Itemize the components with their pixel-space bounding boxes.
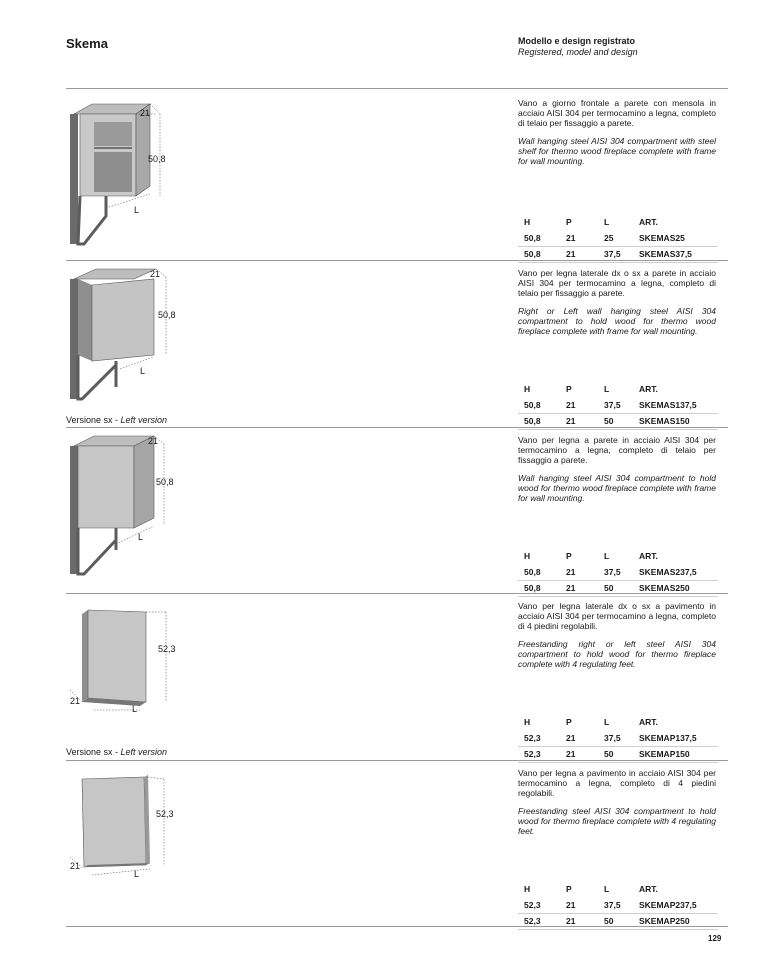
product-description xyxy=(518,98,716,174)
product-section-2 xyxy=(66,265,728,425)
description-it: Vano a giorno frontale a parete con mensola in acciaio AISI 304 per termocamino a legna, completo di telaio per fissaggio a parete. xyxy=(518,98,716,128)
product-drawing-floor xyxy=(66,765,196,895)
dim-height: 52,3 xyxy=(156,809,174,819)
header-p: P xyxy=(566,383,572,394)
cell-art: SKEMAS250 xyxy=(633,580,718,596)
header-l: L xyxy=(604,550,610,561)
cell-art: SKEMAS25 xyxy=(633,230,718,246)
table-row xyxy=(518,580,718,596)
dim-width: L xyxy=(140,366,146,376)
cell-p: 21 xyxy=(560,397,598,413)
cell-l: 50 xyxy=(598,746,633,762)
product-section-1 xyxy=(66,96,728,260)
product-description xyxy=(518,268,716,344)
cell-h: 50,8 xyxy=(518,230,560,246)
cell-l: 50 xyxy=(598,413,633,429)
spec-header-row xyxy=(518,547,718,564)
dim-height: 50,8 xyxy=(148,154,166,164)
version-label-it: Versione sx - xyxy=(66,747,121,757)
spec-table xyxy=(518,547,718,597)
cell-art: SKEMAS137,5 xyxy=(633,397,718,413)
spec-table xyxy=(518,213,718,263)
cell-art: SKEMAS237,5 xyxy=(633,564,718,580)
cell-h: 50,8 xyxy=(518,246,560,262)
header-h: H xyxy=(524,883,531,894)
cell-h: 52,3 xyxy=(518,897,560,913)
description-it: Vano per legna laterale dx o sx a pavimento in acciaio AISI 304 per termocamino a legna, completo di 4 piedini regolabili. xyxy=(518,601,716,631)
table-row xyxy=(518,746,718,762)
header-art: ART. xyxy=(639,883,658,894)
description-en: Wall hanging steel AISI 304 compartment to hold wood for thermo wood fireplace complete with frame for wall mounting. xyxy=(518,473,716,503)
cell-l: 37,5 xyxy=(598,246,633,262)
version-label-en: Left version xyxy=(120,415,168,425)
registered-note xyxy=(518,36,638,58)
dim-width: L xyxy=(134,205,140,215)
cell-l: 50 xyxy=(598,580,633,596)
table-row xyxy=(518,730,718,746)
cell-p: 21 xyxy=(560,230,598,246)
cell-p: 21 xyxy=(560,746,598,762)
header-h: H xyxy=(524,716,531,727)
dim-width: L xyxy=(138,532,144,542)
dim-height: 50,8 xyxy=(156,477,174,487)
header-art: ART. xyxy=(639,550,658,561)
description-it: Vano per legna a parete in acciaio AISI 304 per termocamino a legna, completo di telaio per fissaggio a parete. xyxy=(518,435,716,465)
dim-depth: 21 xyxy=(150,269,161,279)
product-section-5 xyxy=(66,765,728,925)
cell-p: 21 xyxy=(560,913,598,929)
spec-header-row xyxy=(518,713,718,730)
cell-p: 21 xyxy=(560,413,598,429)
header-l: L xyxy=(604,216,610,227)
dim-depth: 21 xyxy=(148,436,159,446)
product-drawing-open-shelf xyxy=(66,96,196,256)
spec-table xyxy=(518,380,718,430)
cell-h: 52,3 xyxy=(518,746,560,762)
header-l: L xyxy=(604,383,610,394)
table-row xyxy=(518,230,718,246)
spec-header-row xyxy=(518,880,718,897)
product-description xyxy=(518,601,716,677)
header-h: H xyxy=(524,383,531,394)
cell-l: 50 xyxy=(598,913,633,929)
header-p: P xyxy=(566,716,572,727)
cell-p: 21 xyxy=(560,580,598,596)
cell-art: SKEMAP150 xyxy=(633,746,718,762)
cell-art: SKEMAP137,5 xyxy=(633,730,718,746)
header-art: ART. xyxy=(639,216,658,227)
dim-width: L xyxy=(132,704,138,714)
cell-p: 21 xyxy=(560,897,598,913)
dim-height: 50,8 xyxy=(158,310,176,320)
cell-p: 21 xyxy=(560,564,598,580)
header-l: L xyxy=(604,883,610,894)
product-section-4 xyxy=(66,598,728,758)
table-row xyxy=(518,246,718,262)
dim-width: L xyxy=(134,869,140,879)
version-label xyxy=(66,747,167,757)
cell-h: 50,8 xyxy=(518,413,560,429)
product-description xyxy=(518,435,716,511)
spec-table xyxy=(518,880,718,930)
cell-h: 50,8 xyxy=(518,564,560,580)
cell-l: 37,5 xyxy=(598,897,633,913)
header-p: P xyxy=(566,550,572,561)
dim-depth: 21 xyxy=(70,696,81,706)
description-en: Wall hanging steel AISI 304 compartment with steel shelf for thermo wood fireplace complete with frame for wall mounting. xyxy=(518,136,716,166)
table-row xyxy=(518,897,718,913)
description-en: Freestanding right or left steel AISI 304 compartment to hold wood for thermo fireplace complete with 4 regulating feet. xyxy=(518,639,716,669)
product-drawing-side-wall xyxy=(66,265,196,415)
divider xyxy=(66,88,728,89)
header-art: ART. xyxy=(639,716,658,727)
table-row xyxy=(518,397,718,413)
cell-art: SKEMAS150 xyxy=(633,413,718,429)
description-en: Freestanding steel AISI 304 compartment to hold wood for thermo fireplace complete with 4 regulating feet. xyxy=(518,806,716,836)
cell-art: SKEMAS37,5 xyxy=(633,246,718,262)
dim-height: 52,3 xyxy=(158,644,176,654)
registered-it: Modello e design registrato xyxy=(518,36,636,46)
version-label xyxy=(66,415,167,425)
header-h: H xyxy=(524,216,531,227)
cell-art: SKEMAP237,5 xyxy=(633,897,718,913)
product-section-3 xyxy=(66,432,728,592)
header-h: H xyxy=(524,550,531,561)
spec-table xyxy=(518,713,718,763)
description-it: Vano per legna a pavimento in acciaio AISI 304 per termocamino a legna, completo di 4 piedini regolabili. xyxy=(518,768,716,798)
header-p: P xyxy=(566,883,572,894)
cell-l: 37,5 xyxy=(598,564,633,580)
registered-en: Registered, model and design xyxy=(518,47,638,57)
description-en: Right or Left wall hanging steel AISI 304 compartment to hold wood for thermo wood fireplace complete with frame for wall mounting. xyxy=(518,306,716,336)
cell-l: 37,5 xyxy=(598,397,633,413)
cell-h: 50,8 xyxy=(518,397,560,413)
cell-h: 52,3 xyxy=(518,730,560,746)
spec-header-row xyxy=(518,213,718,230)
product-description xyxy=(518,768,716,844)
cell-p: 21 xyxy=(560,246,598,262)
spec-header-row xyxy=(518,380,718,397)
header-p: P xyxy=(566,216,572,227)
page-number: 129 xyxy=(708,934,722,943)
table-row xyxy=(518,913,718,929)
table-row xyxy=(518,564,718,580)
dim-depth: 21 xyxy=(70,861,81,871)
product-drawing-floor-side xyxy=(66,598,196,728)
dim-depth: 21 xyxy=(140,108,151,118)
cell-p: 21 xyxy=(560,730,598,746)
cell-l: 37,5 xyxy=(598,730,633,746)
version-label-it: Versione sx - xyxy=(66,415,121,425)
table-row xyxy=(518,413,718,429)
description-it: Vano per legna laterale dx o sx a parete in acciaio AISI 304 per termocamino a legna, completo di telaio per fissaggio a parete. xyxy=(518,268,716,298)
cell-h: 52,3 xyxy=(518,913,560,929)
cell-art: SKEMAP250 xyxy=(633,913,718,929)
header-art: ART. xyxy=(639,383,658,394)
page-title: Skema xyxy=(66,36,108,51)
cell-h: 50,8 xyxy=(518,580,560,596)
header-l: L xyxy=(604,716,610,727)
cell-l: 25 xyxy=(598,230,633,246)
version-label-en: Left version xyxy=(120,747,168,757)
product-drawing-wall xyxy=(66,432,196,582)
